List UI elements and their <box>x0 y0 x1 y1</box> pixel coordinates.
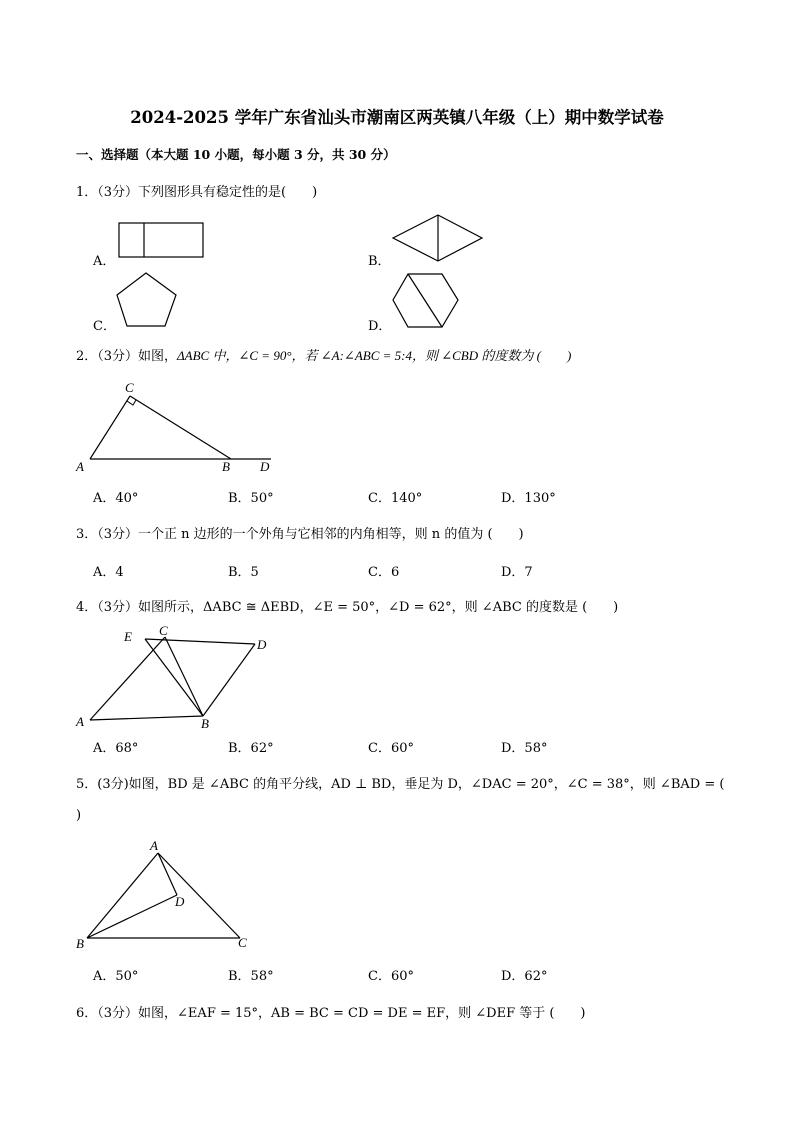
q5-label-d: D <box>175 894 185 909</box>
q2-triangle-figure <box>74 380 280 474</box>
q2-option-b: B．50° <box>228 491 274 506</box>
q4-congruent-triangles-figure <box>74 622 274 732</box>
question-2-stem <box>76 345 571 364</box>
q3-option-a: A．4 <box>93 565 124 580</box>
q1-option-c-label: C． <box>93 319 116 334</box>
q2-label-b: B <box>222 459 230 474</box>
q5-label-b: B <box>76 936 84 951</box>
q4-label-c: C <box>159 623 168 638</box>
q2-option-a: A．40° <box>93 491 139 506</box>
question-3-stem: 3．（3分）一个正 n 边形的一个外角与它相邻的内角相等，则 n 的值为 ( ) <box>76 527 524 542</box>
q2-label-d: D <box>260 459 270 474</box>
q1-option-d-hexagon-figure <box>391 272 461 330</box>
q2-option-d: D．130° <box>501 491 556 506</box>
question-2-math: ΔABC 中，∠C = 90°，若 ∠A:∠ABC = 5:4，则 ∠CBD 的度数为 ( ) <box>177 348 572 363</box>
q4-label-a: A <box>76 714 84 729</box>
q5-option-b: B．58° <box>228 969 274 984</box>
q5-option-d: D．62° <box>501 969 548 984</box>
question-4-stem: 4．（3分）如图所示，ΔABC ≅ ΔEBD，∠E = 50°，∠D = 62°，则 ∠ABC 的度数是 ( ) <box>76 600 619 615</box>
q1-option-c-pentagon-figure <box>115 271 179 329</box>
page-title: 2024-2025 学年广东省汕头市潮南区两英镇八年级（上）期中数学试卷 <box>130 108 664 127</box>
q4-option-c: C．60° <box>368 741 414 756</box>
q4-label-e: E <box>124 629 132 644</box>
q5-label-a: A <box>150 838 158 853</box>
q4-label-d: D <box>257 637 267 652</box>
q4-option-a: A．68° <box>93 741 139 756</box>
q5-option-c: C．60° <box>368 969 414 984</box>
q4-option-b: B．62° <box>228 741 274 756</box>
question-5-stem-line2: ) <box>76 808 82 823</box>
question-2-prefix: 2．（3分）如图， <box>76 349 178 364</box>
q4-option-d: D．58° <box>501 741 548 756</box>
q5-label-c: C <box>238 935 247 950</box>
q1-option-a-label: A． <box>93 254 116 269</box>
q3-option-b: B．5 <box>228 565 259 580</box>
q5-option-a: A．50° <box>93 969 139 984</box>
q1-option-a-rectangle-figure <box>118 222 206 260</box>
question-1-stem: 1．（3分）下列图形具有稳定性的是( ) <box>76 185 318 200</box>
q4-label-b: B <box>201 716 209 731</box>
section-heading: 一、选择题（本大题 10 小题，每小题 3 分，共 30 分） <box>76 147 396 162</box>
q1-option-b-rhombus-figure <box>392 214 484 264</box>
q3-option-c: C．6 <box>368 565 400 580</box>
q2-option-c: C．140° <box>368 491 423 506</box>
question-5-stem-line1: 5．(3分)如图，BD 是 ∠ABC 的角平分线，AD ⊥ BD，垂足为 D，∠DAC = 20°，∠C = 38°，则 ∠BAD = ( <box>76 777 725 792</box>
q2-label-c: C <box>125 380 134 395</box>
q2-label-a: A <box>76 459 84 474</box>
q1-option-b-label: B． <box>368 254 391 269</box>
question-6-stem: 6．（3分）如图，∠EAF = 15°，AB = BC = CD = DE = EF，则 ∠DEF 等于 ( ) <box>76 1006 586 1021</box>
q5-angle-bisector-figure <box>74 838 260 950</box>
q1-option-d-label: D． <box>368 319 392 334</box>
q3-option-d: D．7 <box>501 565 533 580</box>
